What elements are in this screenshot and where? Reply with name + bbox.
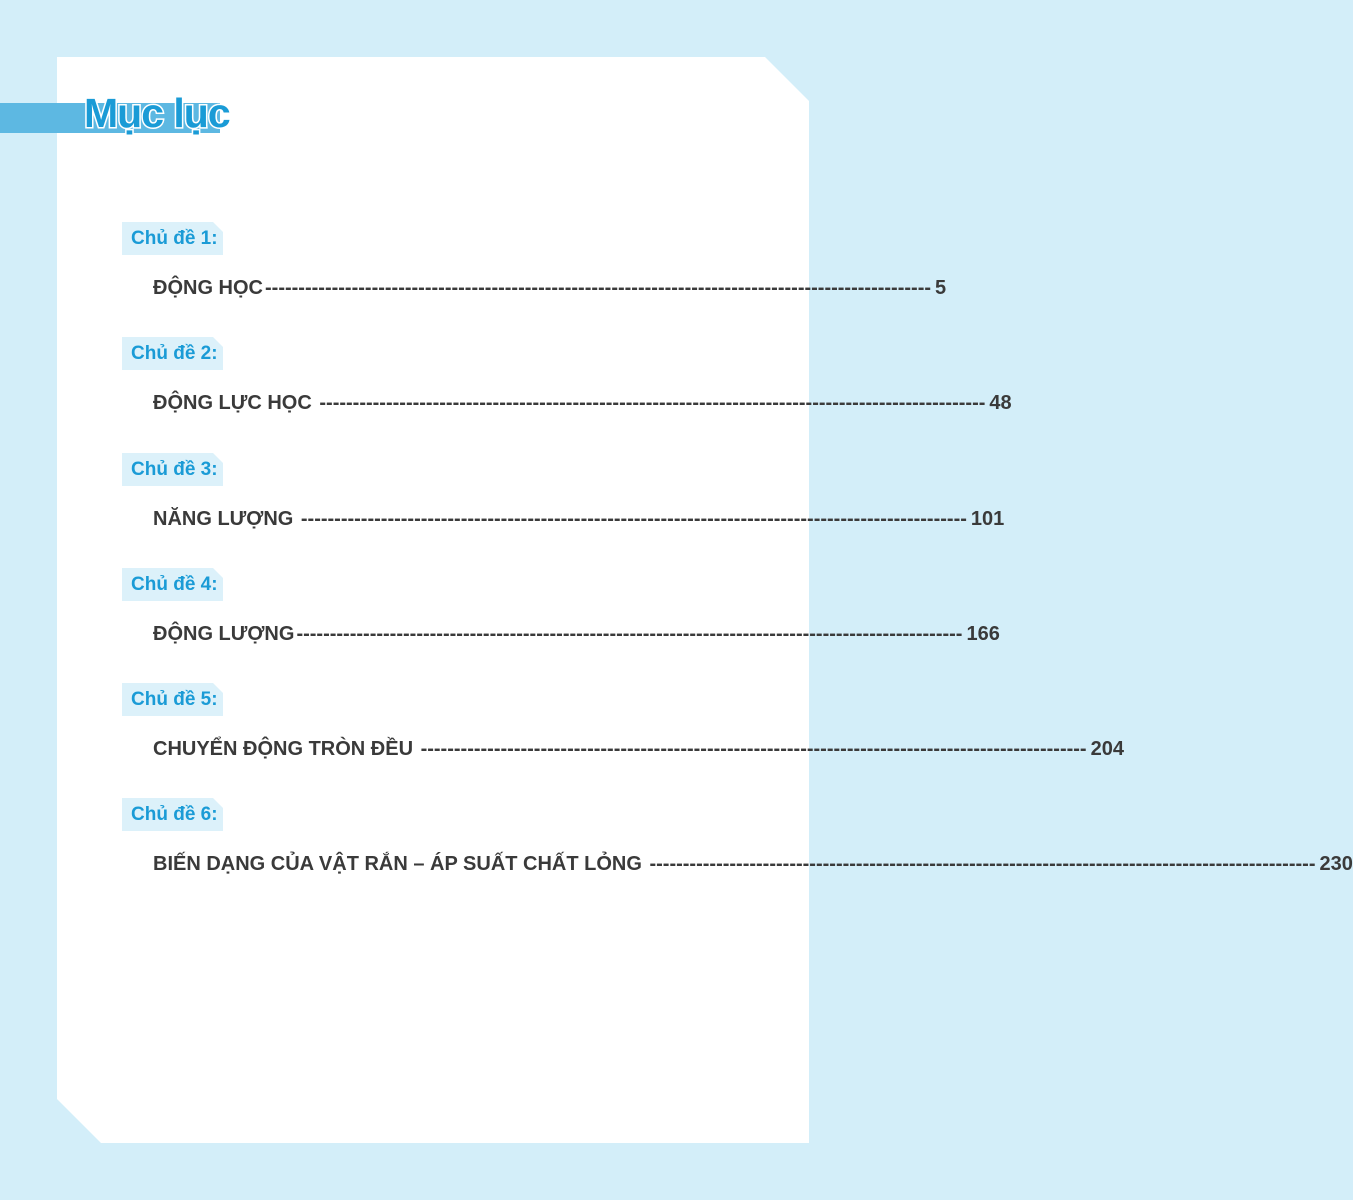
page-number: 5	[935, 277, 947, 299]
page-number: 48	[989, 392, 1012, 414]
dot-leader: ----------------------------------------------------------------------------------------------------	[313, 392, 986, 414]
page-number: 166	[966, 623, 1000, 645]
dot-leader: ----------------------------------------------------------------------------------------------------	[415, 738, 1087, 760]
toc-line[interactable]	[153, 387, 1012, 415]
toc-line[interactable]	[153, 733, 1124, 761]
chapter-title: ĐỘNG LỰC HỌC	[153, 392, 312, 414]
topic-label: Chủ đề 5:	[131, 689, 218, 710]
page-number: 204	[1090, 738, 1124, 760]
topic-label: Chủ đề 3:	[131, 459, 218, 480]
chapter-title: CHUYỂN ĐỘNG TRÒN ĐỀU	[153, 738, 414, 760]
toc-line[interactable]	[153, 848, 1353, 876]
chapter-title: ĐỘNG LƯỢNG	[153, 623, 295, 645]
toc-line[interactable]	[153, 618, 1000, 646]
page-title: Mục lục	[84, 90, 230, 136]
chapter-title: NĂNG LƯỢNG	[153, 508, 294, 530]
topic-label: Chủ đề 6:	[131, 804, 218, 825]
dot-leader: ----------------------------------------------------------------------------------------------------	[265, 277, 932, 299]
chapter-title: BIẾN DẠNG CỦA VẬT RẮN – ÁP SUẤT CHẤT LỎNG	[153, 853, 642, 875]
toc-line[interactable]	[153, 503, 1005, 531]
toc-line[interactable]	[153, 272, 947, 300]
dot-leader: ----------------------------------------------------------------------------------------------------	[295, 508, 967, 530]
page-number: 101	[970, 508, 1005, 530]
topic-label: Chủ đề 2:	[131, 343, 218, 364]
dot-leader: ----------------------------------------------------------------------------------------------------	[296, 623, 963, 645]
page-number: 230	[1319, 853, 1353, 875]
topic-label: Chủ đề 4:	[131, 574, 218, 595]
dot-leader: ----------------------------------------------------------------------------------------------------	[643, 853, 1316, 875]
topic-label: Chủ đề 1:	[131, 228, 218, 249]
chapter-title: ĐỘNG HỌC	[153, 277, 263, 299]
